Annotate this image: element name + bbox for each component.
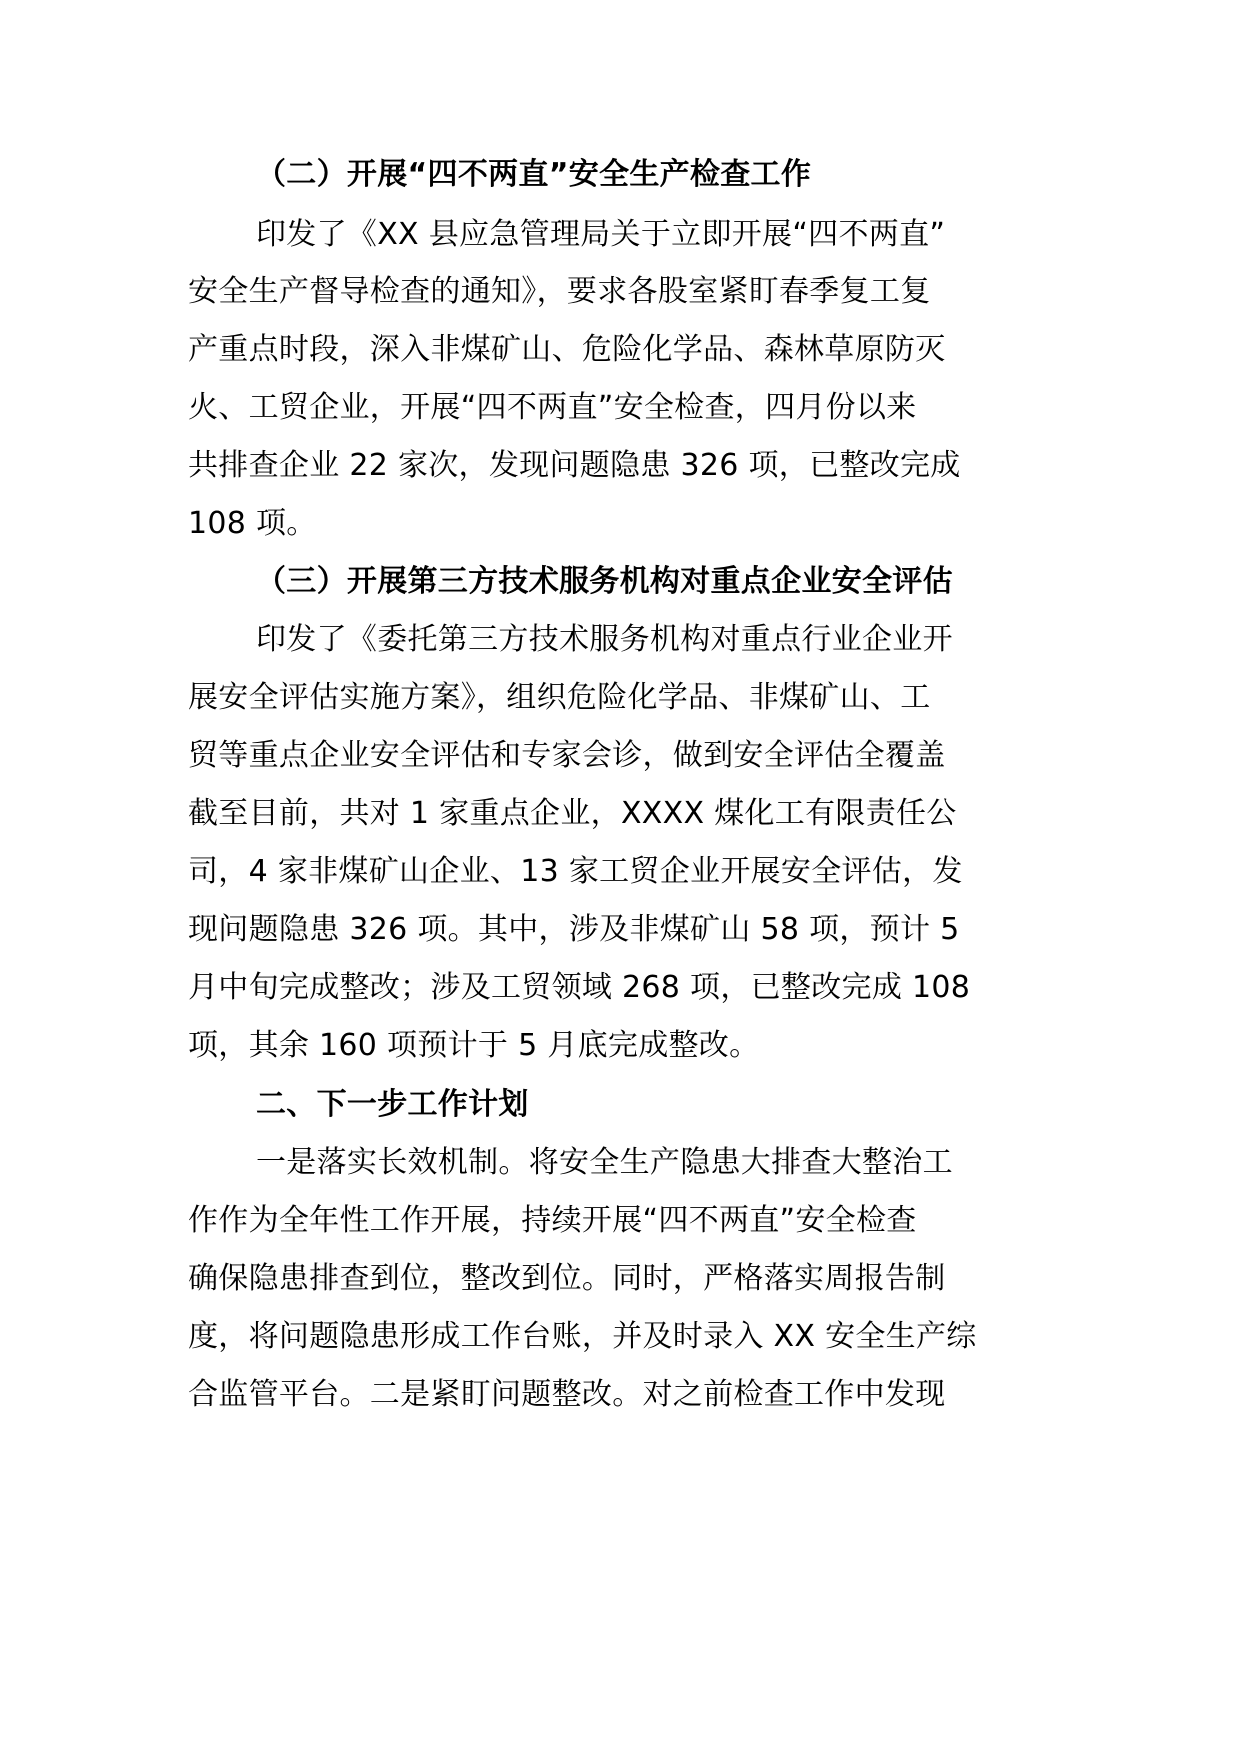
section-heading-inspection: （二）开展“四不两直”安全生产检查工作 xyxy=(256,157,812,192)
paragraph-line: 司，4 家非煤矿山企业、13 家工贸企业开展安全评估，发 xyxy=(188,854,963,889)
paragraph-line: 作作为全年性工作开展，持续开展“四不两直”安全检查 xyxy=(188,1203,917,1238)
paragraph-line: 贸等重点企业安全评估和专家会诊，做到安全评估全覆盖 xyxy=(188,738,946,773)
section-heading-assessment: （三）开展第三方技术服务机构对重点企业安全评估 xyxy=(256,564,953,599)
paragraph-line: 合监管平台。二是紧盯问题整改。对之前检查工作中发现 xyxy=(188,1377,946,1412)
paragraph-line: 现问题隐患 326 项。其中，涉及非煤矿山 58 项，预计 5 xyxy=(188,912,960,947)
paragraph-line: 共排查企业 22 家次，发现问题隐患 326 项，已整改完成 xyxy=(188,448,961,483)
paragraph-line: 一是落实长效机制。将安全生产隐患大排查大整治工 xyxy=(256,1145,953,1180)
paragraph-line: 产重点时段，深入非煤矿山、危险化学品、森林草原防灭 xyxy=(188,332,946,367)
paragraph-line: 安全生产督导检查的通知》，要求各股室紧盯春季复工复 xyxy=(188,274,931,309)
paragraph-line: 火、工贸企业，开展“四不两直”安全检查，四月份以来 xyxy=(188,390,917,425)
paragraph-line: 度，将问题隐患形成工作台账，并及时录入 XX 安全生产综 xyxy=(188,1319,977,1354)
section-heading-next-steps: 二、下一步工作计划 xyxy=(256,1087,529,1122)
paragraph-line: 截至目前，共对 1 家重点企业，XXXX 煤化工有限责任公 xyxy=(188,796,957,831)
paragraph-line: 确保隐患排查到位，整改到位。同时，严格落实周报告制 xyxy=(188,1261,946,1296)
paragraph-line: 108 项。 xyxy=(188,506,317,541)
paragraph-line: 印发了《XX 县应急管理局关于立即开展“四不两直” xyxy=(256,217,946,252)
paragraph-line: 月中旬完成整改；涉及工贸领域 268 项，已整改完成 108 xyxy=(188,970,971,1005)
paragraph-line: 项，其余 160 项预计于 5 月底完成整改。 xyxy=(188,1028,760,1063)
paragraph-line: 印发了《委托第三方技术服务机构对重点行业企业开 xyxy=(256,622,953,657)
paragraph-line: 展安全评估实施方案》，组织危险化学品、非煤矿山、工 xyxy=(188,680,931,715)
